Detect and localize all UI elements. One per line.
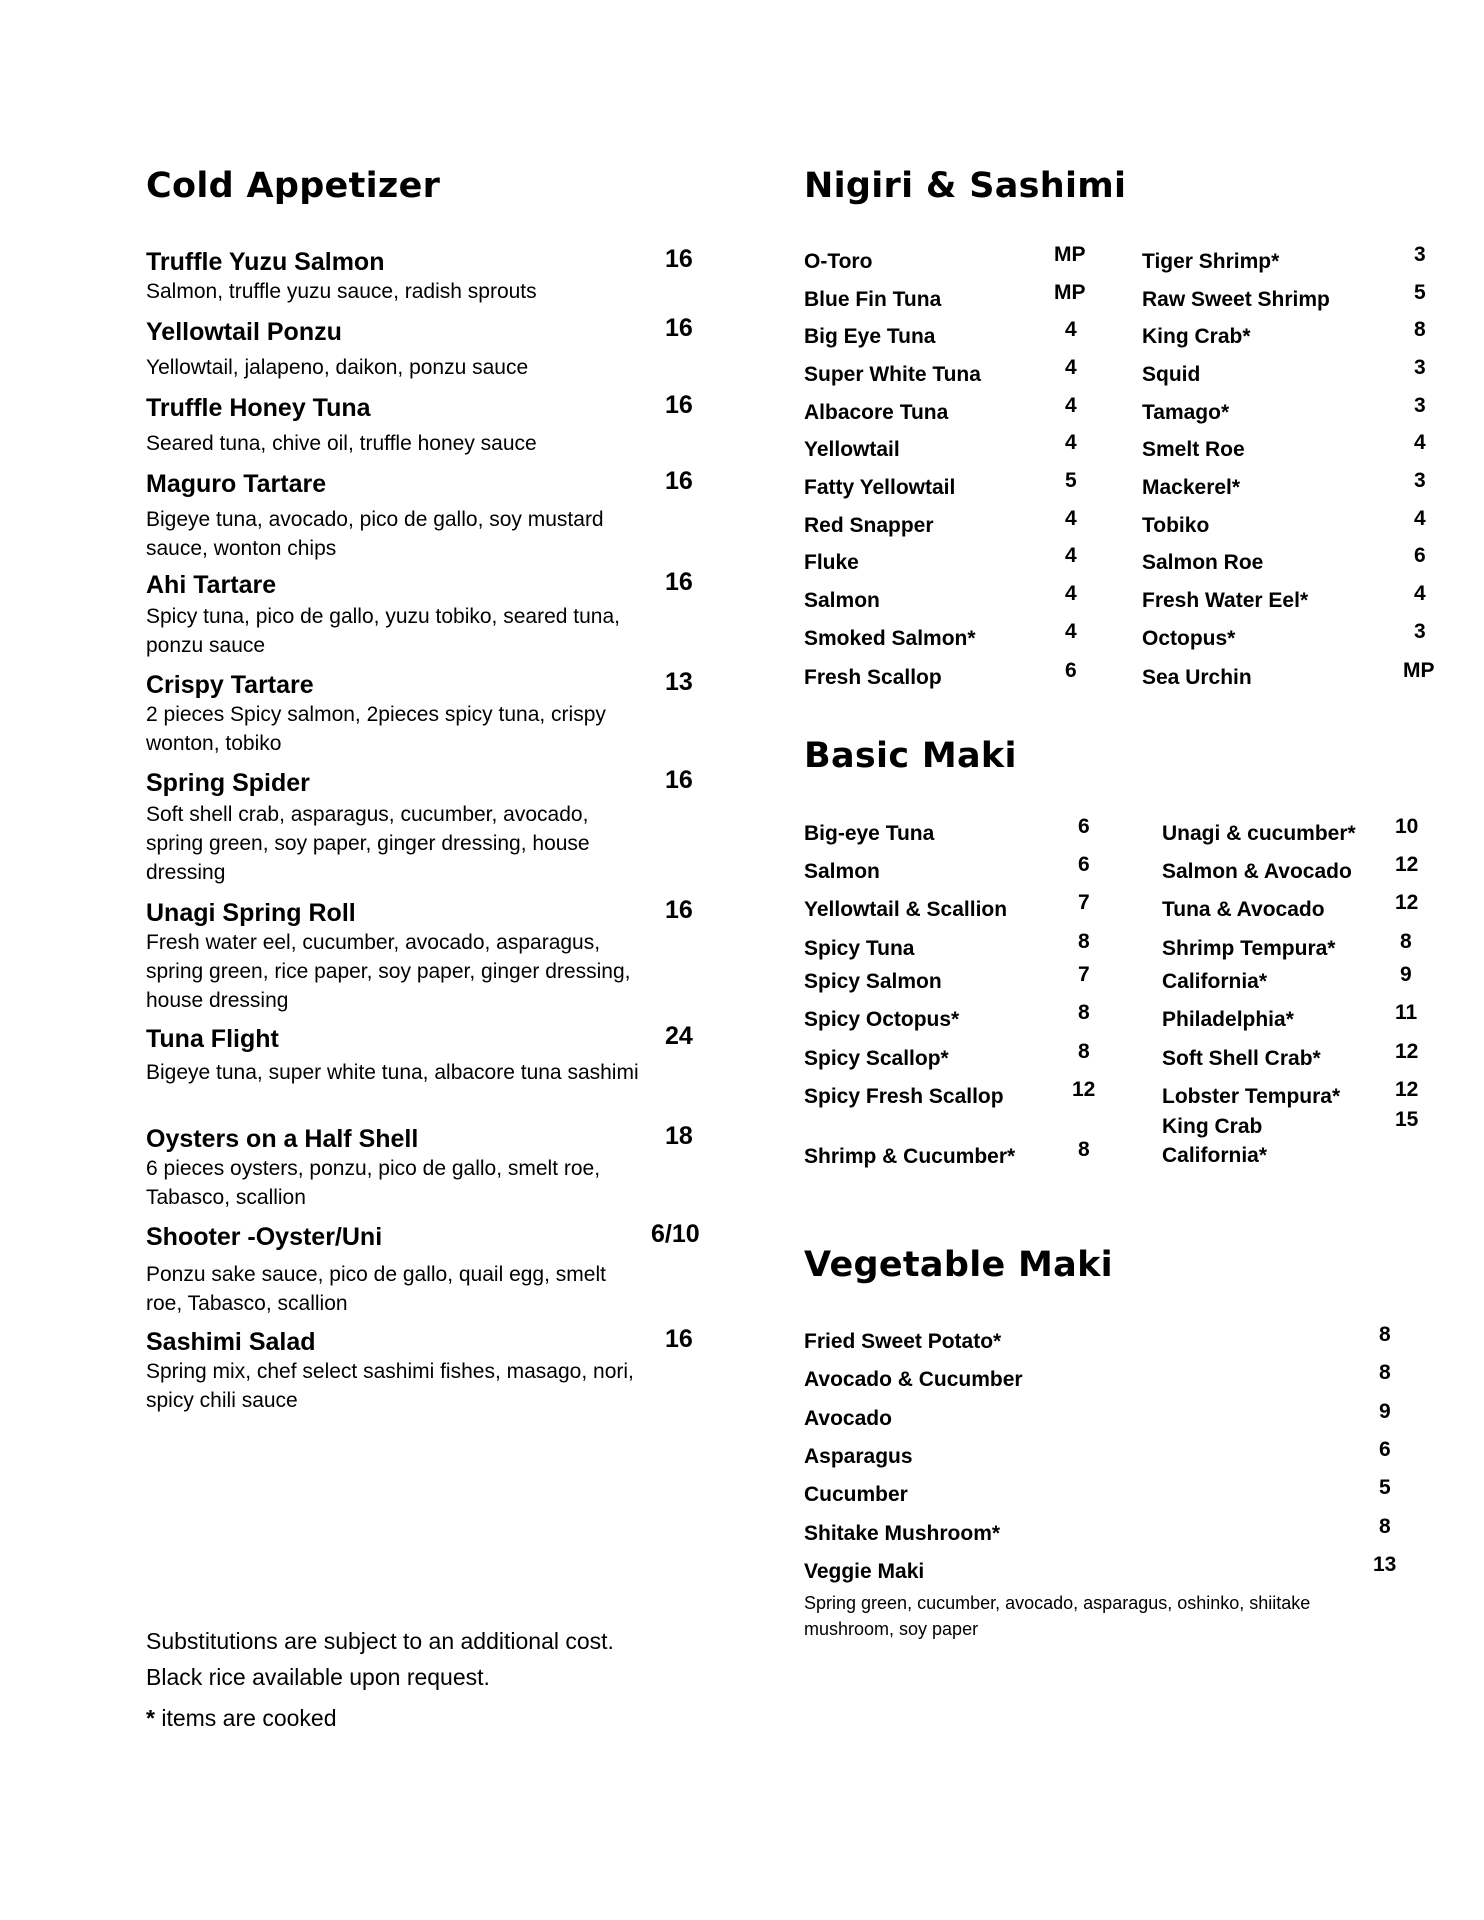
item-price: 8 [1078,1001,1090,1024]
item-name: Truffle Honey Tuna [146,394,371,422]
menu-item [146,469,706,563]
item-price: 8 [1078,930,1090,953]
item-name: Avocado & Cucumber [804,1368,1023,1391]
item-name: Soft Shell Crab* [1162,1047,1321,1070]
item-price: 3 [1414,243,1426,266]
item-name: Fatty Yellowtail [804,476,956,499]
item-price: 12 [1395,853,1419,876]
item-price: 4 [1065,544,1077,567]
item-name: Tuna & Avocado [1162,898,1325,921]
item-price: 4 [1065,431,1077,454]
item-price: MP [1054,243,1086,266]
item-description: Ponzu sake sauce, pico de gallo, quail egg, smelt roe, Tabasco, scallion [146,1263,606,1315]
footer-cooked-note [146,1705,336,1732]
item-price: 5 [1065,469,1077,492]
menu-item [146,570,706,660]
item-price: 8 [1400,930,1412,953]
asterisk-marker: * [146,1705,155,1731]
item-price: 7 [1078,891,1090,914]
item-name: Avocado [804,1407,892,1430]
item-name: Unagi & cucumber* [1162,822,1356,845]
item-name: Sea Urchin [1142,666,1252,689]
item-description: Salmon, truffle yuzu sauce, radish sprouts [146,280,537,303]
item-price: 6 [1379,1438,1391,1461]
item-name: Shooter -Oyster/Uni [146,1223,383,1251]
item-name: Veggie Maki [804,1560,925,1583]
item-name: Lobster Tempura* [1162,1085,1341,1108]
menu-item [146,247,706,306]
item-price: 6 [1078,815,1090,838]
item-name: Truffle Yuzu Salmon [146,248,385,276]
cold-appetizer-heading: Cold Appetizer [146,166,441,206]
item-price: MP [1054,281,1086,304]
item-price: 15 [1395,1108,1419,1131]
item-name: Spicy Scallop* [804,1047,949,1070]
vegetable-maki-heading: Vegetable Maki [804,1245,1113,1285]
item-price: 13 [665,668,693,696]
item-description: Bigeye tuna, avocado, pico de gallo, soy mustard sauce, wonton chips [146,508,604,560]
menu-item [146,393,706,458]
item-name: Spicy Tuna [804,937,915,960]
item-name: O-Toro [804,250,873,273]
item-price: 3 [1414,620,1426,643]
item-price: 8 [1414,318,1426,341]
item-price: 3 [1414,356,1426,379]
item-price: 16 [665,467,693,495]
item-price: 4 [1065,394,1077,417]
item-price: 10 [1395,815,1419,838]
item-name: Fried Sweet Potato* [804,1330,1002,1353]
item-name: Big-eye Tuna [804,822,935,845]
item-name: Yellowtail Ponzu [146,318,342,346]
item-name: California* [1162,970,1268,993]
item-name: Spicy Fresh Scallop [804,1085,1004,1108]
item-name: Tiger Shrimp* [1142,250,1280,273]
item-price: 4 [1065,620,1077,643]
footer-black-rice-note: Black rice available upon request. [146,1664,490,1690]
item-price: 12 [1395,1040,1419,1063]
item-price: 6 [1078,853,1090,876]
menu-item [146,1222,706,1318]
item-name: Sashimi Salad [146,1328,316,1356]
item-name: Red Snapper [804,514,934,537]
item-price: 5 [1414,281,1426,304]
item-name: Spicy Salmon [804,970,942,993]
item-price: 6 [1414,544,1426,567]
item-price: 16 [665,391,693,419]
item-description: Yellowtail, jalapeno, daikon, ponzu sauce [146,356,529,379]
item-price: 4 [1065,356,1077,379]
item-name: King Crab* [1142,325,1251,348]
item-name: Smoked Salmon* [804,627,976,650]
item-price: 8 [1379,1323,1391,1346]
item-description: Spring mix, chef select sashimi fishes, masago, nori, spicy chili sauce [146,1360,634,1412]
item-name: Yellowtail & Scallion [804,898,1008,921]
item-price: 8 [1078,1138,1090,1161]
item-price: 12 [1072,1078,1096,1101]
item-name: Albacore Tuna [804,401,949,424]
item-price: 4 [1414,582,1426,605]
item-name: Fresh Water Eel* [1142,589,1309,612]
item-name: Super White Tuna [804,363,981,386]
item-price: 13 [1373,1553,1397,1576]
item-price: 6/10 [651,1220,700,1248]
item-price: 4 [1414,507,1426,530]
item-price: 18 [665,1122,693,1150]
item-name: Salmon & Avocado [1162,860,1352,883]
menu-item [146,1124,706,1212]
item-price: 3 [1414,394,1426,417]
item-name: Big Eye Tuna [804,325,936,348]
item-price: 6 [1065,659,1077,682]
item-name: Squid [1142,363,1201,386]
item-name: Spicy Octopus* [804,1008,960,1031]
item-name: Shrimp & Cucumber* [804,1145,1016,1168]
item-name: Salmon [804,860,880,883]
item-price: 16 [665,314,693,342]
item-description: Fresh water eel, cucumber, avocado, asparagus, spring green, rice paper, soy paper, ginger dressing, house dressing [146,931,631,1012]
basic-maki-heading: Basic Maki [804,736,1017,776]
item-name: Maguro Tartare [146,470,327,498]
item-name: Tuna Flight [146,1025,279,1053]
item-price: 16 [665,568,693,596]
item-name: Cucumber [804,1483,908,1506]
menu-item [146,670,706,758]
item-description: Seared tuna, chive oil, truffle honey sauce [146,432,537,455]
item-name: Unagi Spring Roll [146,899,356,927]
item-price: 9 [1400,963,1412,986]
item-price: 4 [1065,507,1077,530]
item-name: Mackerel* [1142,476,1241,499]
item-price: 3 [1414,469,1426,492]
menu-item [146,768,706,887]
menu-item [146,1327,706,1415]
item-price: 4 [1065,582,1077,605]
item-name: Yellowtail [804,438,900,461]
item-price: 8 [1379,1361,1391,1384]
item-name: Octopus* [1142,627,1236,650]
item-description: Soft shell crab, asparagus, cucumber, avocado, spring green, soy paper, ginger dressing, house dressing [146,803,590,884]
item-name: Oysters on a Half Shell [146,1125,419,1153]
item-description: Spicy tuna, pico de gallo, yuzu tobiko, seared tuna, ponzu sauce [146,605,620,657]
item-name: Spring Spider [146,769,310,797]
item-price: 12 [1395,891,1419,914]
item-name: Tobiko [1142,514,1210,537]
item-description: 2 pieces Spicy salmon, 2pieces spicy tuna, crispy wonton, tobiko [146,703,606,755]
item-name: Asparagus [804,1445,913,1468]
item-name: Salmon [804,589,880,612]
item-price: 16 [665,896,693,924]
nigiri-sashimi-heading: Nigiri & Sashimi [804,166,1127,206]
item-name-continued: California* [1162,1144,1268,1167]
item-description: Bigeye tuna, super white tuna, albacore tuna sashimi [146,1061,639,1084]
item-name: Fresh Scallop [804,666,942,689]
item-price: 24 [665,1022,693,1050]
item-name: Fluke [804,551,859,574]
item-name: Ahi Tartare [146,571,277,599]
footer-substitutions-note: Substitutions are subject to an additional cost. [146,1628,614,1654]
menu-item [146,317,706,382]
item-price: 16 [665,766,693,794]
item-name: Raw Sweet Shrimp [1142,288,1330,311]
item-price: 8 [1379,1515,1391,1538]
item-price: 5 [1379,1476,1391,1499]
item-name: Shitake Mushroom* [804,1522,1001,1545]
item-price: 4 [1065,318,1077,341]
item-price: 16 [665,1325,693,1353]
item-name: Salmon Roe [1142,551,1264,574]
footer-cooked-text: items are cooked [154,1705,337,1731]
item-name: Smelt Roe [1142,438,1245,461]
menu-item [146,898,706,1015]
item-price: 7 [1078,963,1090,986]
item-name: Philadelphia* [1162,1008,1294,1031]
item-price: MP [1403,659,1435,682]
item-name: Tamago* [1142,401,1230,424]
item-price: 8 [1078,1040,1090,1063]
item-description: 6 pieces oysters, ponzu, pico de gallo, smelt roe, Tabasco, scallion [146,1157,601,1209]
item-price: 16 [665,245,693,273]
item-price: 4 [1414,431,1426,454]
item-price: 9 [1379,1400,1391,1423]
item-price: 12 [1395,1078,1419,1101]
menu-item [146,1024,706,1087]
item-name: Shrimp Tempura* [1162,937,1336,960]
item-name: King Crab [1162,1115,1263,1138]
item-name: Crispy Tartare [146,671,314,699]
item-name: Blue Fin Tuna [804,288,942,311]
item-description: Spring green, cucumber, avocado, asparagus, oshinko, shiitake mushroom, soy paper [804,1593,1311,1639]
item-price: 11 [1395,1001,1418,1024]
